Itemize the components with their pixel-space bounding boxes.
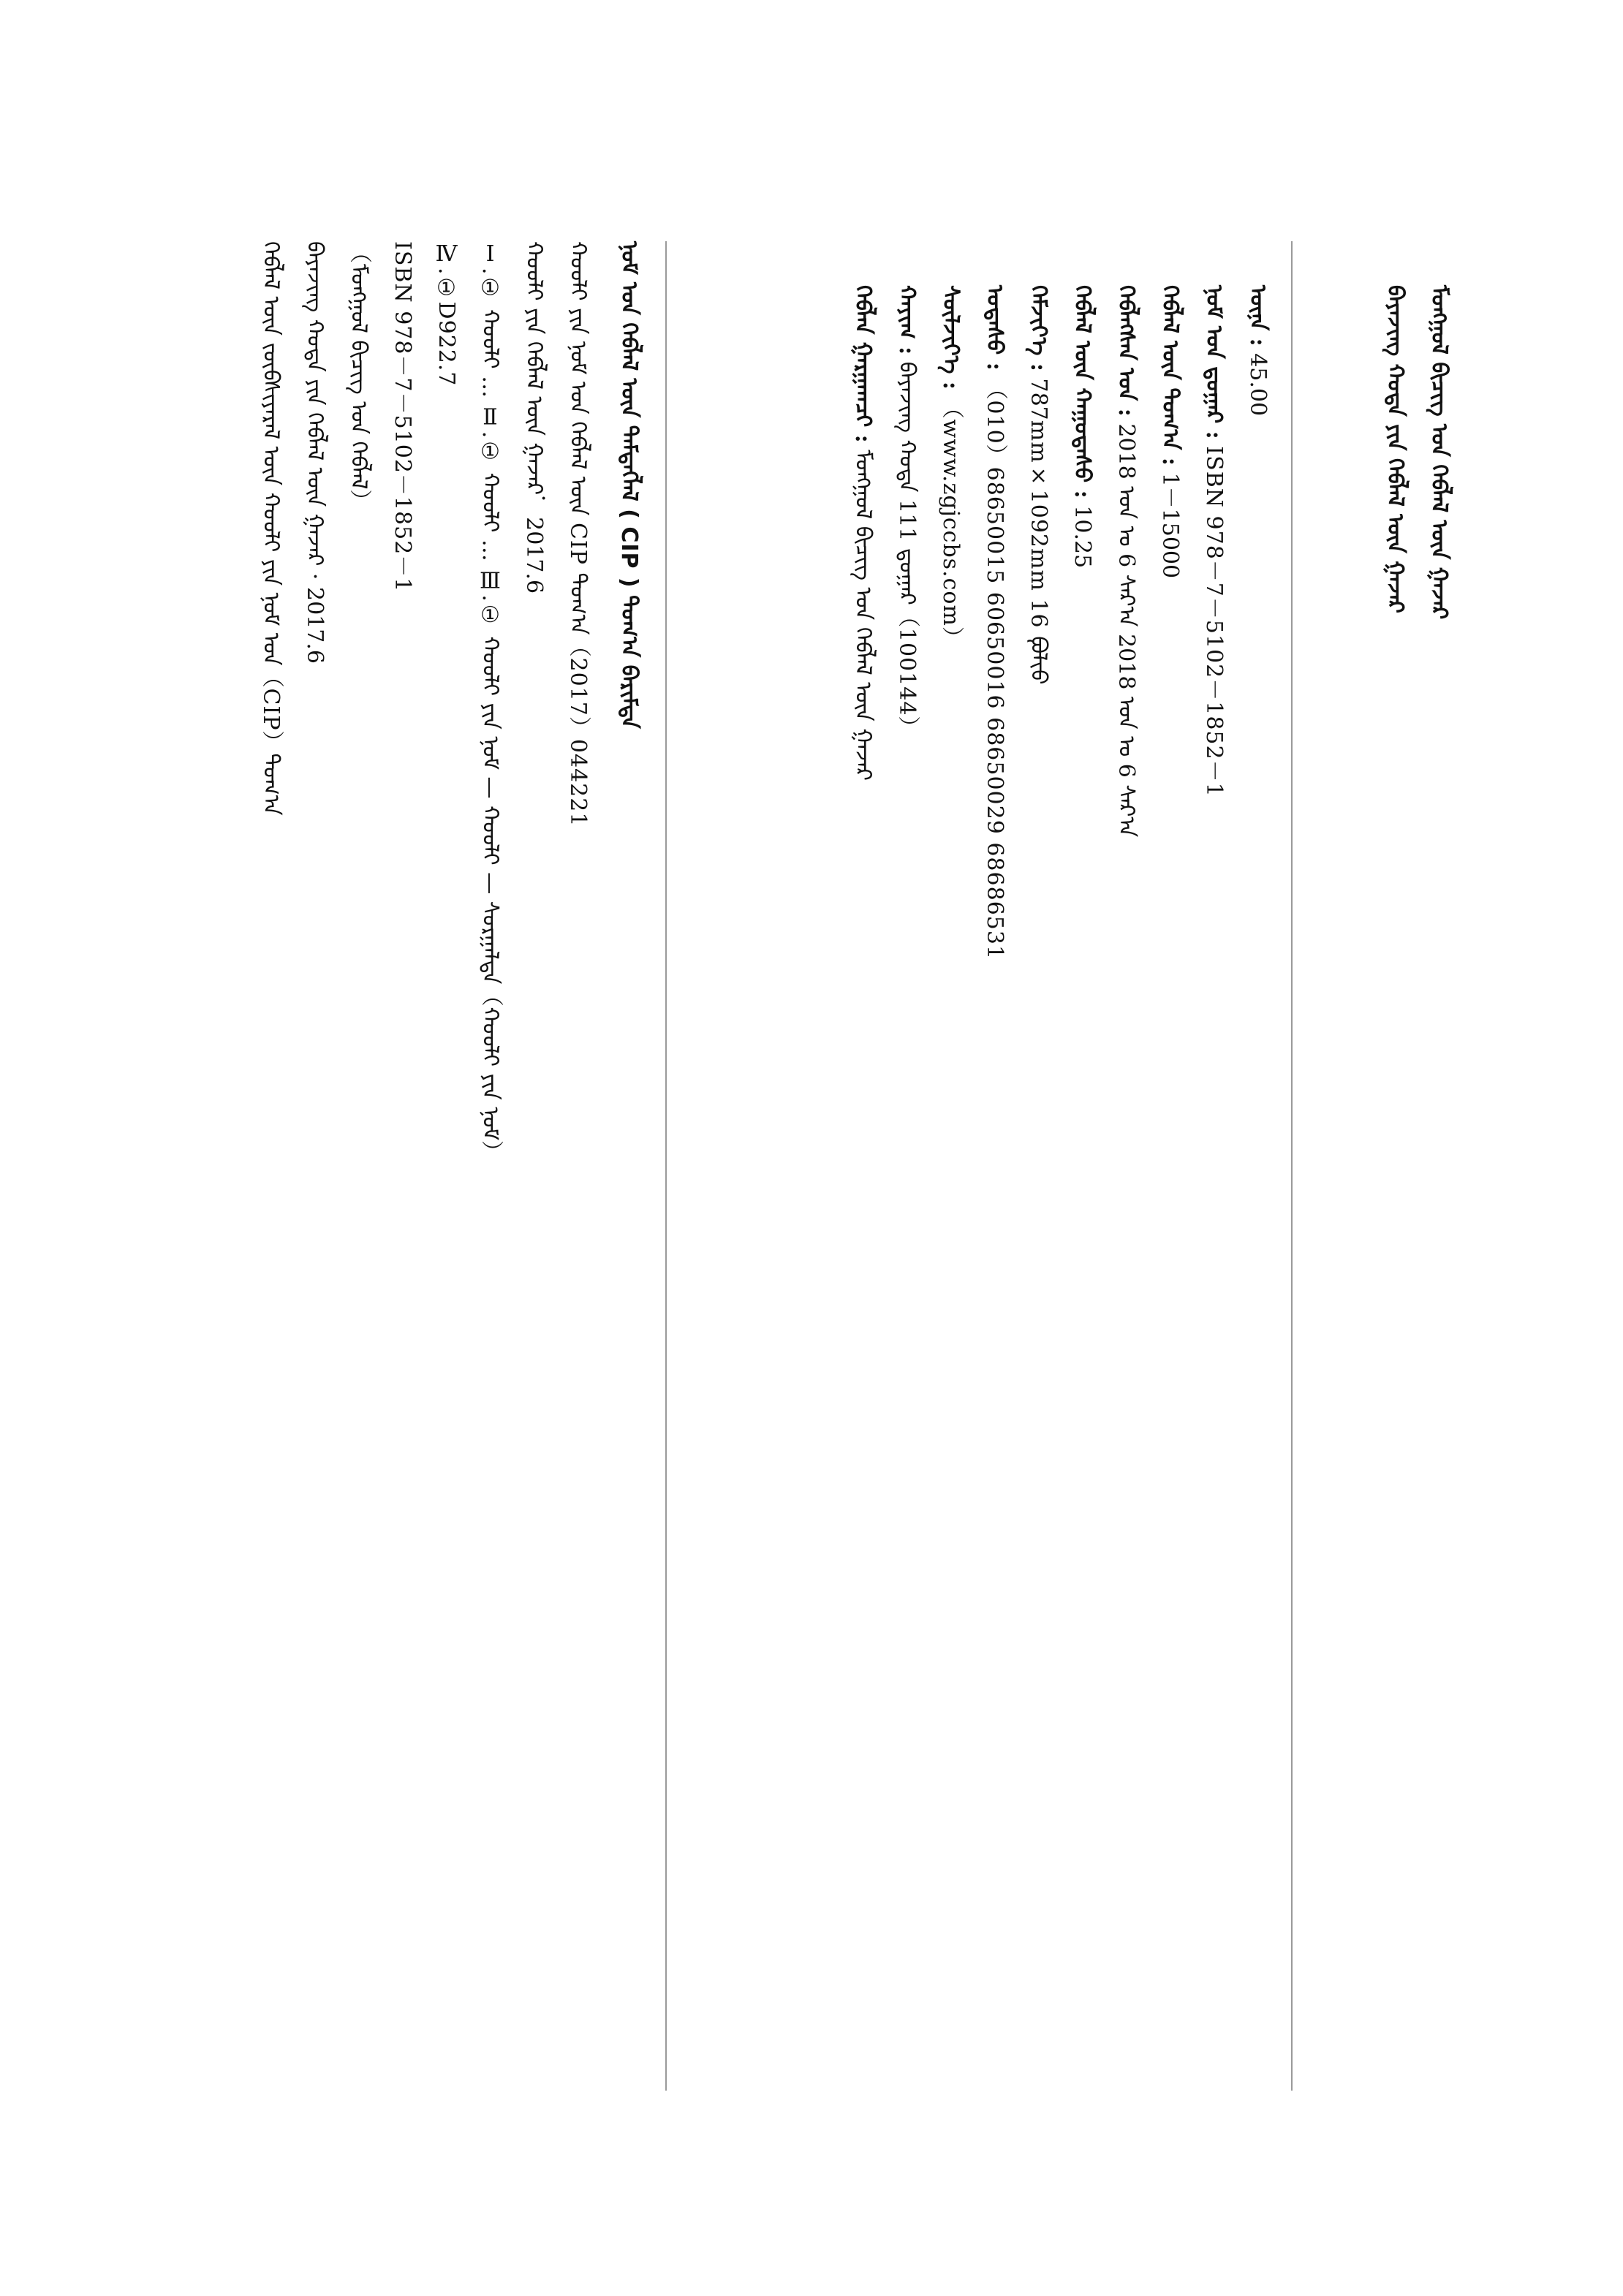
cip-line-4: Ⅳ.①D922.7 xyxy=(434,241,459,387)
info-format: ᠬᠡᠮᠵᠢᠶ᠎ᠡ : 787mm×1092mm 16 ᠹᠣᠯᠢᠣ xyxy=(1026,285,1051,685)
cip-line-7: ᠪᠡᠶᠡᠵᠢᠩ ᠬᠣᠳᠠ ᠶᠢᠨ ᠬᠡᠪᠯᠡᠯ ᠦᠨ ᠭᠠᠵᠠᠷ · 2017.6 xyxy=(302,241,328,664)
cip-line-1: ᠬᠤᠤᠯᠢ ᠶᠢᠨ ᠨᠣᠮ ᠤᠨ ᠬᠡᠪᠯᠡᠯ ᠦᠨ CIP ᠲᠣᠭ᠎ᠠ（2017）044221 xyxy=(565,241,591,827)
cip-line-3: Ⅰ.① ᠬᠤᠤᠯᠢ … Ⅱ.① ᠬᠤᠤᠯᠢ … Ⅲ.① ᠬᠤᠤᠯᠢ ᠶᠢᠨ ᠨᠣᠮ — ᠬᠤᠤᠯᠢ — ᠰᠤᠷᠭᠠᠯᠲᠠ（ᠬᠤᠤᠯᠢ ᠶᠢᠨ ᠨᠣᠮ） xyxy=(477,241,503,1163)
header-divider xyxy=(1291,241,1293,2091)
info-print-date: ᠬᠡᠪᠯᠡᠭᠰᠡᠨ ᠣᠨ : 2018 ᠣᠨ ᠤ 6 ᠰᠠᠷ᠎ᠠ 2018 ᠣᠨ ᠤ 6 ᠰᠠᠷ᠎ᠠ xyxy=(1113,285,1139,838)
info-price: ᠦᠨᠡ : 45.00 xyxy=(1245,285,1271,417)
cip-line-5: ISBN 978－7－5102－1852－1 xyxy=(390,241,415,593)
info-print-run: ᠬᠡᠪᠯᠡᠯ ᠦᠨ ᠲᠣᠭ᠎ᠠ : 1－15000 xyxy=(1157,285,1183,579)
cip-line-2: ᠬᠤᠤᠯᠢ ᠶᠢᠨ ᠬᠡᠪᠯᠡᠯ ᠦᠨ ᠭᠠᠵᠠᠷ．2017.6 xyxy=(521,241,547,594)
header-line-2: ᠪᠡᠶᠡᠵᠢᠩ ᠬᠣᠳᠠ ᠶᠢᠨ ᠬᠡᠪᠯᠡᠯ ᠦᠨ ᠭᠠᠵᠠᠷ xyxy=(1382,285,1408,613)
cip-line-8: ᠬᠡᠪᠯᠡᠯ ᠦᠨ ᠵᠥᠪᠰᠢᠶᠡᠷᠡᠯ ᠦᠨ ᠬᠤᠤᠯᠢ ᠶᠢᠨ ᠨᠣᠮ ᠤᠨ（CIP）ᠲᠣᠭ᠎ᠠ xyxy=(258,241,284,816)
info-website: ᠰᠦᠯᠵᠢᠶ᠎ᠡ : （www.zgjccbs.com） xyxy=(938,285,964,649)
info-publisher: ᠬᠡᠪᠯᠡᠨ ᠭᠠᠷᠭᠠᠭᠴᠢ : ᠮᠣᠩᠭᠣᠯ ᠪᠢᠴᠢᠭ ᠤᠨ ᠬᠡᠪᠯᠡᠯ ᠦᠨ ᠭᠠᠵᠠᠷ xyxy=(850,285,876,781)
header-line-1: ᠮᠣᠩᠭᠣᠯ ᠪᠢᠴᠢᠭ ᠤᠨ ᠬᠡᠪᠯᠡᠯ ᠦᠨ ᠭᠠᠵᠠᠷ xyxy=(1426,285,1452,620)
cip-heading: ᠨᠣᠮ ᠤᠨ ᠬᠡᠪᠯᠡᠯ ᠦᠨ ᠲᠡᠮᠳᠡᠭᠯᠡᠯ ( CIP ) ᠲᠣᠭ᠎ᠠ ᠪᠠᠷᠢᠮᠲᠠ xyxy=(616,241,642,729)
info-phone: ᠤᠲᠠᠰᠤ : （010）68650015 60650016 68650029 68686531 xyxy=(982,285,1007,961)
cip-divider xyxy=(665,241,667,2091)
info-isbn: ᠨᠣᠮ ᠤᠨ ᠳ᠋ᠤᠭᠠᠷ : ISBN 978－7－5102－1852－1 xyxy=(1201,285,1227,797)
info-address: ᠬᠠᠶᠢᠭ : ᠪᠡᠶᠡᠵᠢᠩ ᠬᠣᠳᠠ 111 ᠳ᠋ᠤᠭᠠᠷ（100144） xyxy=(894,285,920,739)
info-sheets: ᠬᠡᠪᠯᠡᠯ ᠦᠨ ᠬᠠᠭᠤᠳᠠᠰᠤ : 10.25 xyxy=(1070,285,1095,569)
cip-line-6: （ᠮᠣᠩᠭᠣᠯ ᠪᠢᠴᠢᠭ ᠤᠨ ᠬᠡᠪᠯᠡᠯ） xyxy=(346,241,371,512)
